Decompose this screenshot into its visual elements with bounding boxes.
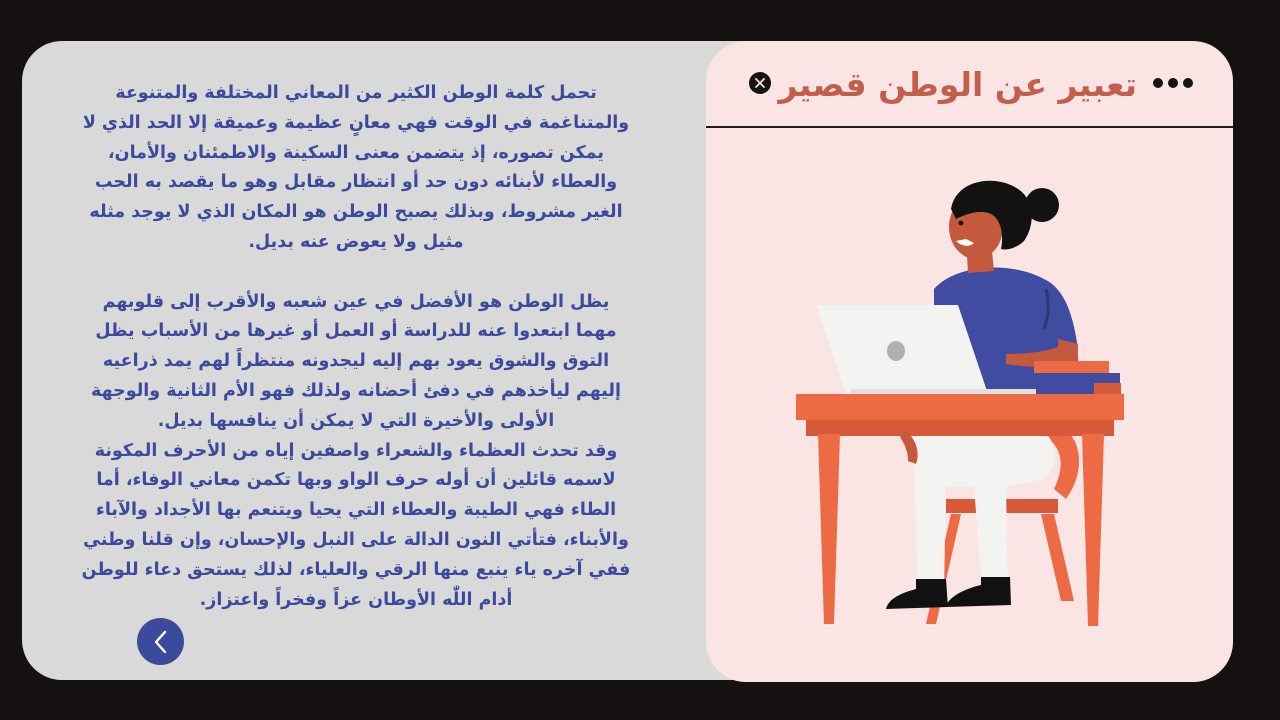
article-body bbox=[80, 79, 632, 615]
book-middle bbox=[1040, 373, 1120, 383]
person-hair-bun bbox=[1025, 188, 1059, 222]
desk-leg-right bbox=[1082, 434, 1104, 626]
laptop-logo bbox=[887, 341, 905, 361]
person-at-laptop-illustration bbox=[796, 169, 1146, 639]
chevron-left-icon bbox=[151, 629, 171, 655]
chair-leg-right bbox=[1041, 514, 1074, 601]
previous-button[interactable] bbox=[137, 618, 184, 665]
person-eye bbox=[959, 221, 964, 226]
article-paragraph-1: تحمل كلمة الوطن الكثير من المعاني المختلفة والمتنوعة والمتناغمة في الوقت فهي معانٍ عظيمة وعميقة إلا الحد الذي لا يمكن تصوره، إذ يتضمن معنى السكينة والاطمئنان والأمان، والعطاء لأبنائه دون حد أو انتظار مقابل وهو ما يقصد به الحب الغير مشروط، وبذلك يصبح الوطن هو المكان الذي لا يوجد مثله مثيل ولا يعوض عنه بديل. bbox=[82, 83, 630, 252]
article-card bbox=[22, 41, 802, 680]
person-shoe-right bbox=[946, 577, 1011, 607]
book-top bbox=[1034, 361, 1109, 373]
close-icon[interactable] bbox=[749, 72, 771, 94]
illustration-card bbox=[706, 41, 1233, 682]
desk-apron bbox=[806, 420, 1114, 436]
article-paragraph-3: وقد تحدث العظماء والشعراء واصفين إياه من الأحرف المكونة لاسمه قائلين أن أوله حرف الواو وبها تكمن معاني الوفاء، أما الطاء فهي الطيبة والعطاء التي يحيا ويتنعم بها الأجداد والآباء والأبناء، فتأتي النون الدالة على النبل والإحسان، وإن قلنا وطني ففي آخره ياء ينبع منها الرقي والعلياء، لذلك يستحق دعاء للوطن أدام اللّٰه الأوطان عزاً وفخراً واعتزاز. bbox=[81, 440, 631, 610]
person-shoe-left bbox=[886, 579, 948, 609]
more-dots-icon[interactable] bbox=[1153, 76, 1193, 90]
paragraph-spacer bbox=[80, 258, 632, 288]
desk-top bbox=[796, 394, 1124, 420]
card-header bbox=[706, 41, 1233, 128]
article-paragraph-2: يظل الوطن هو الأفضل في عين شعبه والأقرب إلى قلوبهم مهما ابتعدوا عنه للدراسة أو العمل أو غيرها من الأسباب يظل التوق والشوق يعود بهم إليه ليجدونه منتظراً لهم يمد ذراعيه إليهم ليأخذهم في دفئ أحضانه ولذلك فهو الأم الثانية والوجهة الأولى والأخيرة التي لا يمكن أن ينافسها بديل. bbox=[90, 291, 621, 431]
page-title: تعبير عن الوطن قصير bbox=[778, 65, 1137, 104]
desk-leg-left bbox=[818, 434, 840, 624]
